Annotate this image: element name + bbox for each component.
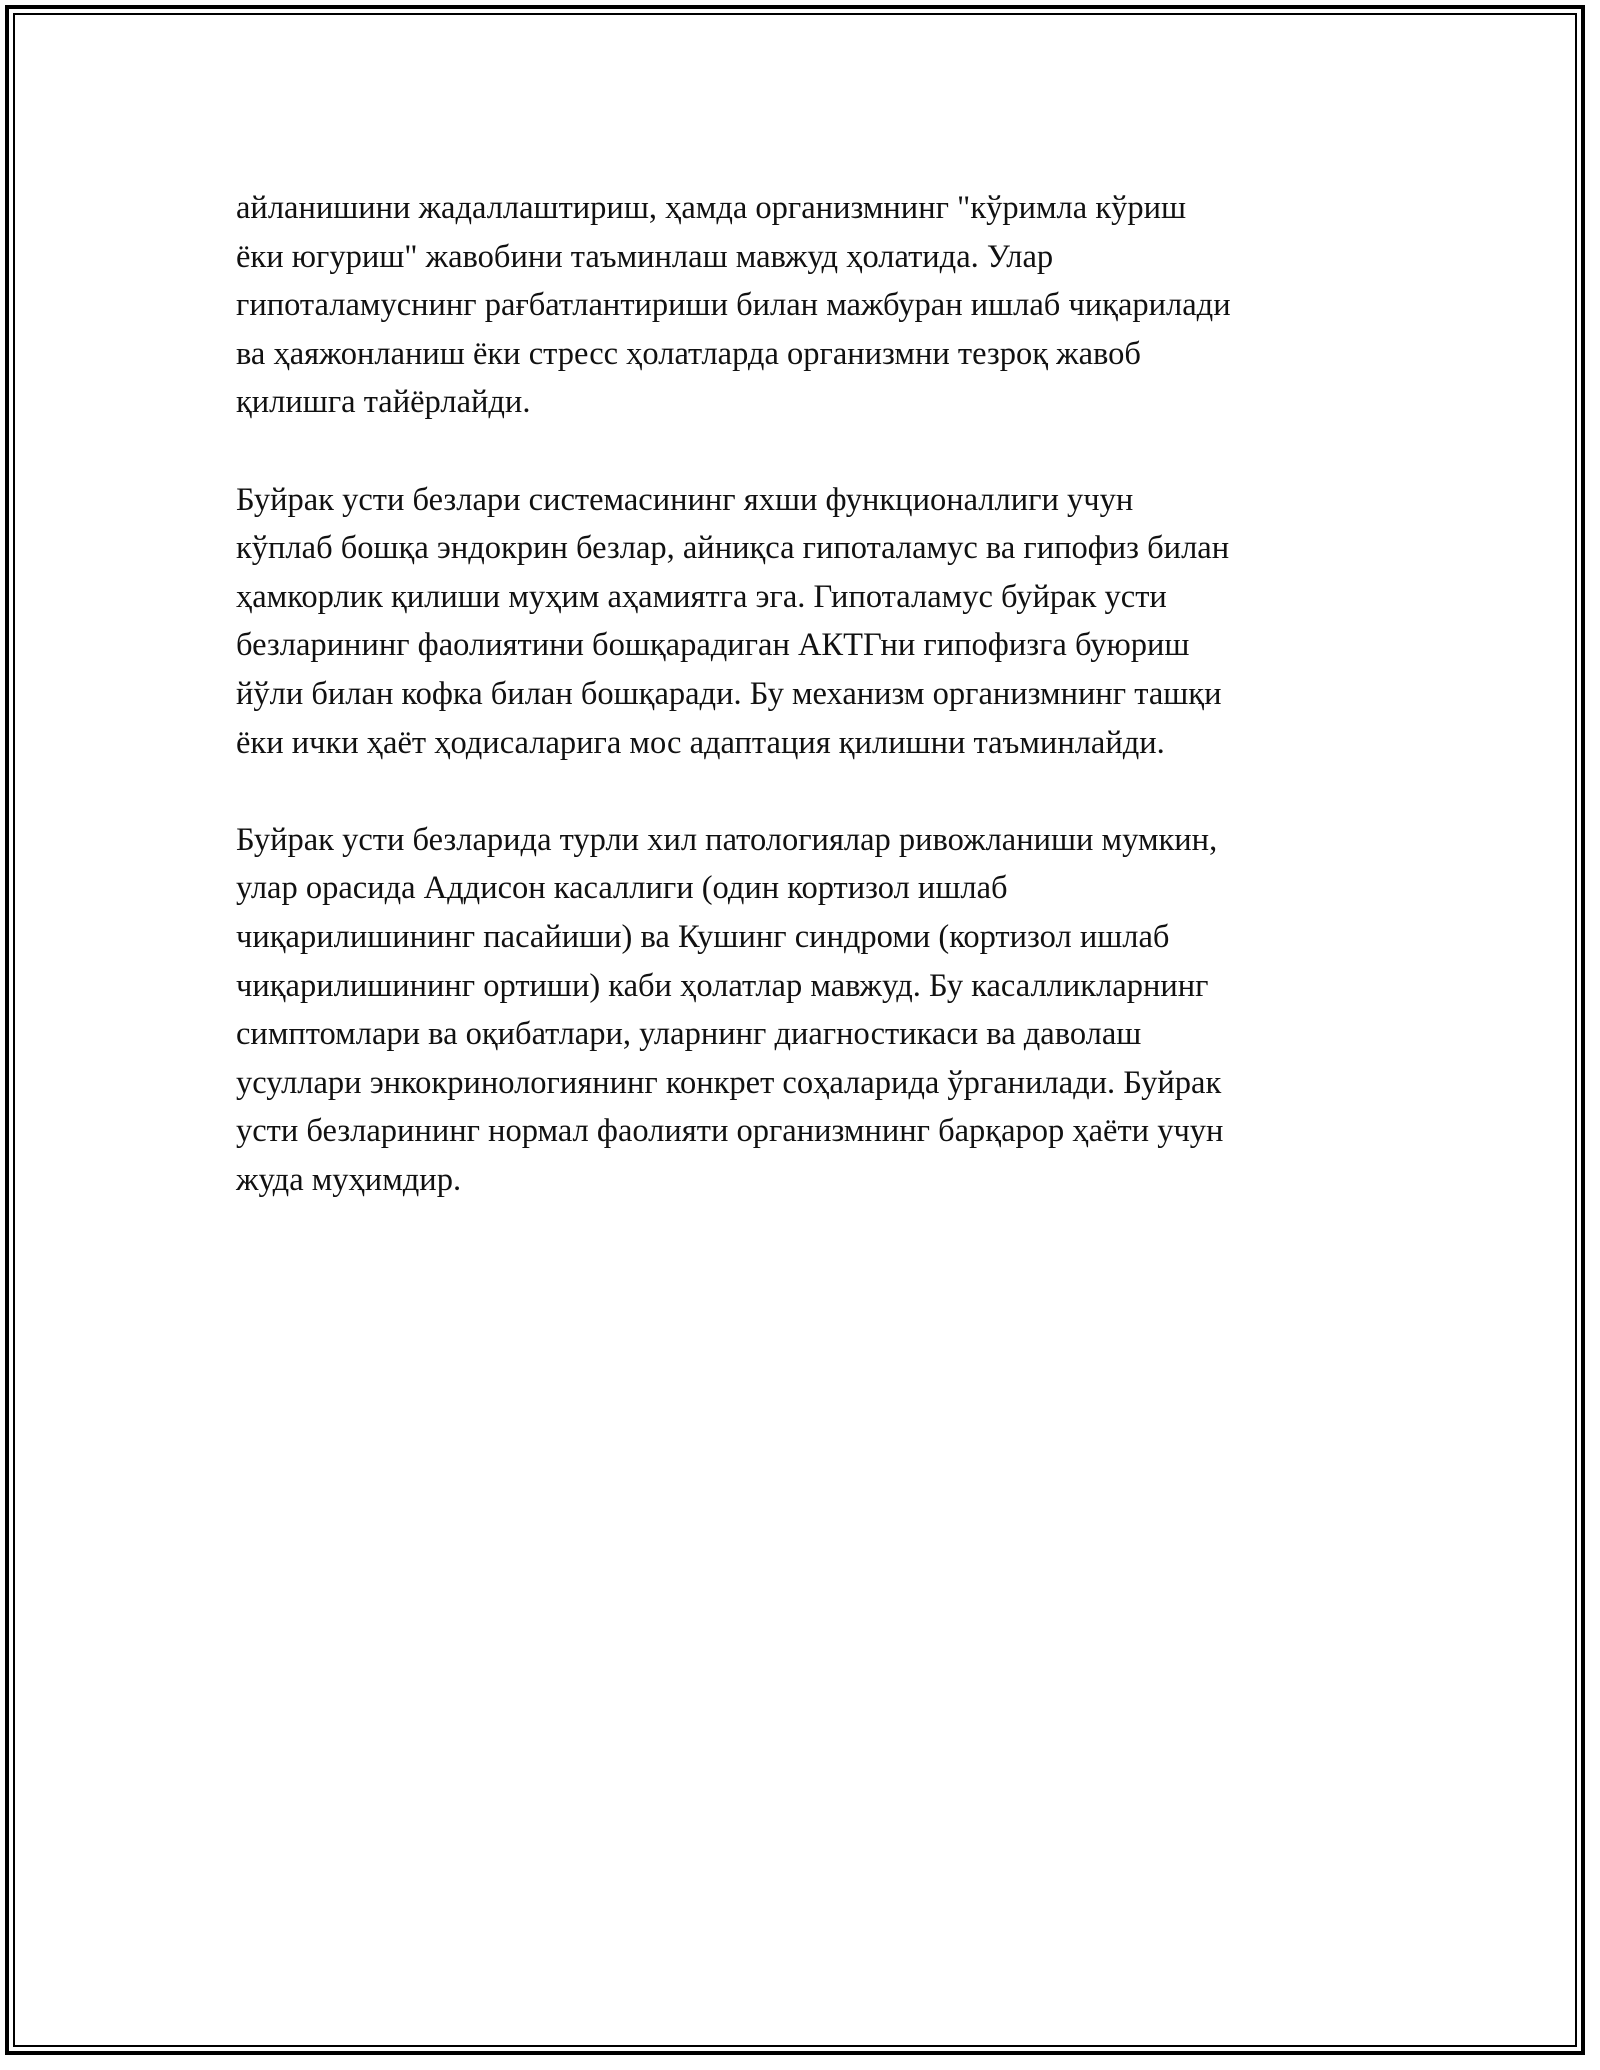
- paragraph-2: Буйрак усти безлари системасининг яхши функционаллиги учун кўплаб бошқа эндокрин безлар, айниқса гипоталамус ва гипофиз билан ҳамкорлик қилиши муҳим аҳамиятга эга. Гипоталамус буйрак усти безларининг фаолиятини бошқарадиган АКТГни гипофизга буюриш йўли билан кофка билан бошқаради. Бу механизм организмнинг ташқи ёки ички ҳаёт ҳодисаларига мос адаптация қилишни таъминлайди.: [236, 481, 1230, 761]
- paragraph-1: айланишини жадаллаштириш, ҳамда организмнинг "кўримла кўриш ёки югуриш" жавобини таъминлаш мавжуд ҳолатида. Улар гипоталамуснинг рағбатлантириши билан мажбуран ишлаб чиқарилади ва ҳаяжонланиш ёки стресс ҳолатларда организмни тезроқ жавоб қилишга тайёрлайди.: [236, 190, 1231, 421]
- paragraph-3: Буйрак усти безларида турли хил патологиялар ривожланиши мумкин, улар орасида Аддисон касаллиги (один кортизол ишлаб чиқарилишининг пасайиши) ва Кушинг синдроми (кортизол ишлаб чиқарилишининг ортиши) каби ҳолатлар мавжуд. Бу касалликларнинг симптомлари ва оқибатлари, уларнинг диагностикаси ва даволаш усуллари энкокринологиянинг конкрет соҳаларида ўрганилади. Буйрак усти безларининг нормал фаолияти организмнинг барқарор ҳаёти учун жуда муҳимдир.: [236, 821, 1224, 1198]
- document-body: [236, 184, 1386, 1204]
